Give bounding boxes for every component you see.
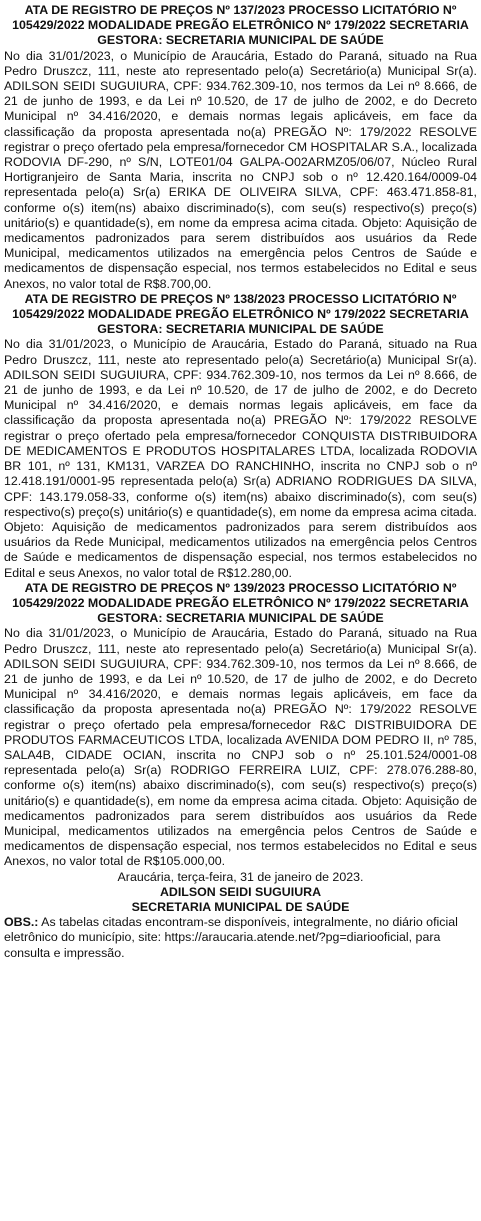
closing-date: Araucária, terça-feira, 31 de janeiro de 2023. — [117, 869, 364, 884]
ata-137-body: No dia 31/01/2023, o Município de Araucária, Estado do Paraná, situado na Rua Pedro Druszcz, 111, neste ato representado pelo(a) Secretário(a) Municipal Sr(a). ADILSON SEIDI SUGUIURA, CPF: 934.762.309-10, nos termos da Lei nº 8.666, de 21 de junho de 1993, e da Lei nº 10.520, de 17 de julho de 2002, e do Decreto Municipal nº 34.416/2020, e demais normas legais aplicáveis, em face da classificação da proposta apresentada no(a) PREGÃO Nº: 179/2022 RESOLVE registrar o preço ofertado pela empresa/fornecedor CM HOSPITALAR S.A., localizada RODOVIA DF-290, nº S/N, LOTE01/04 GALPA-O02ARMZ05/06/07, Núcleo Rural Hortigranjeiro de Santa Maria, inscrita no CNPJ sob o nº 12.420.164/0009-04 representada pelo(a) Sr(a) ERIKA DE OLIVEIRA SILVA, CPF: 463.471.858-81, conforme o(s) item(ns) abaixo discriminado(s), com seu(s) respectivo(s) preço(s) unitário(s) e quantidade(s), em nome da empresa acima citada. Objeto: Aquisição de medicamentos padronizados para serem distribuídos aos usuários da Rede Municipal, medicamentos utilizados na emergência pelos Centros de Saúde e medicamentos de dispensação especial, nos termos estabelecidos no Edital e seus Anexos, no valor total de R$8.700,00. — [4, 48, 477, 291]
ata-139-body: No dia 31/01/2023, o Município de Araucária, Estado do Paraná, situado na Rua Pedro Druszcz, 111, neste ato representado pelo(a) Secretário(a) Municipal Sr(a). ADILSON SEIDI SUGUIURA, CPF: 934.762.309-10, nos termos da Lei nº 8.666, de 21 de junho de 1993, e da Lei nº 10.520, de 17 de julho de 2002, e do Decreto Municipal nº 34.416/2020, e demais normas legais aplicáveis, em face da classificação da proposta apresentada no(a) PREGÃO Nº: 179/2022 RESOLVE registrar o preço ofertado pela empresa/fornecedor R&C DISTRIBUIDORA DE PRODUTOS FARMACEUTICOS LTDA, localizada AVENIDA DOM PEDRO II, nº 785, SALA4B, CIDADE OCIAN, inscrita no CNPJ sob o nº 25.101.524/0001-08 representada pelo(a) Sr(a) RODRIGO FERREIRA LUIZ, CPF: 278.076.288-80, conforme o(s) item(ns) abaixo discriminado(s), com seu(s) respectivo(s) preço(s) unitário(s) e quantidade(s), em nome da empresa acima citada. Objeto: Aquisição de medicamentos padronizados para serem distribuídos aos usuários da Rede Municipal, medicamentos utilizados na emergência pelos Centros de Saúde e medicamentos de dispensação especial, nos termos estabelecidos no Edital e seus Anexos, no valor total de R$105.000,00. — [4, 626, 477, 869]
ata-139 — [4, 581, 477, 870]
obs-label: OBS.: — [4, 915, 39, 930]
ata-137-title: ATA DE REGISTRO DE PREÇOS Nº 137/2023 PROCESSO LICITATÓRIO Nº 105429/2022 MODALIDADE PREGÃO ELETRÔNICO Nº 179/2022 SECRETARIA GESTORA: SECRETARIA MUNICIPAL DE SAÚDE — [12, 3, 469, 48]
ata-137 — [4, 3, 477, 292]
signer-name: ADILSON SEIDI SUGUIURA — [159, 884, 322, 899]
obs-text: As tabelas citadas encontram-se disponíveis, integralmente, no diário oficial eletrônico do município, site: https://araucaria.atende.net/?pg=diariooficial, para consulta e impressão. — [4, 915, 458, 960]
obs-note — [4, 915, 477, 961]
ata-138-body: No dia 31/01/2023, o Município de Araucária, Estado do Paraná, situado na Rua Pedro Druszcz, 111, neste ato representado pelo(a) Secretário(a) Municipal Sr(a). ADILSON SEIDI SUGUIURA, CPF: 934.762.309-10, nos termos da Lei nº 8.666, de 21 de junho de 1993, e da Lei nº 10.520, de 17 de julho de 2002, e do Decreto Municipal nº 34.416/2020, e demais normas legais aplicáveis, em face da classificação da proposta apresentada no(a) PREGÃO Nº: 179/2022 RESOLVE registrar o preço ofertado pela empresa/fornecedor CONQUISTA DISTRIBUIDORA DE MEDICAMENTOS E PRODUTOS HOSPITALARES LTDA, localizada RODOVIA BR 101, nº 131, KM131, VARZEA DO RANCHINHO, inscrita no CNPJ sob o nº 12.418.191/0001-95 representada pelo(a) Sr(a) ADRIANO RODRIGUES DA SILVA, CPF: 143.179.058-33, conforme o(s) item(ns) abaixo discriminado(s), com seu(s) respectivo(s) preço(s) unitário(s) e quantidade(s), em nome da empresa acima citada. Objeto: Aquisição de medicamentos padronizados para serem distribuídos aos usuários da Rede Municipal, medicamentos utilizados na emergência pelos Centros de Saúde e medicamentos de dispensação especial, nos termos estabelecidos no Edital e seus Anexos, no valor total de R$12.280,00. — [4, 337, 477, 580]
signer-role: SECRETARIA MUNICIPAL DE SAÚDE — [131, 899, 350, 914]
ata-139-title: ATA DE REGISTRO DE PREÇOS Nº 139/2023 PROCESSO LICITATÓRIO Nº 105429/2022 MODALIDADE PREGÃO ELETRÔNICO Nº 179/2022 SECRETARIA GESTORA: SECRETARIA MUNICIPAL DE SAÚDE — [12, 580, 469, 626]
ata-138-title: ATA DE REGISTRO DE PREÇOS Nº 138/2023 PROCESSO LICITATÓRIO Nº 105429/2022 MODALIDADE PREGÃO ELETRÔNICO Nº 179/2022 SECRETARIA GESTORA: SECRETARIA MUNICIPAL DE SAÚDE — [12, 291, 469, 337]
ata-138 — [4, 292, 477, 581]
